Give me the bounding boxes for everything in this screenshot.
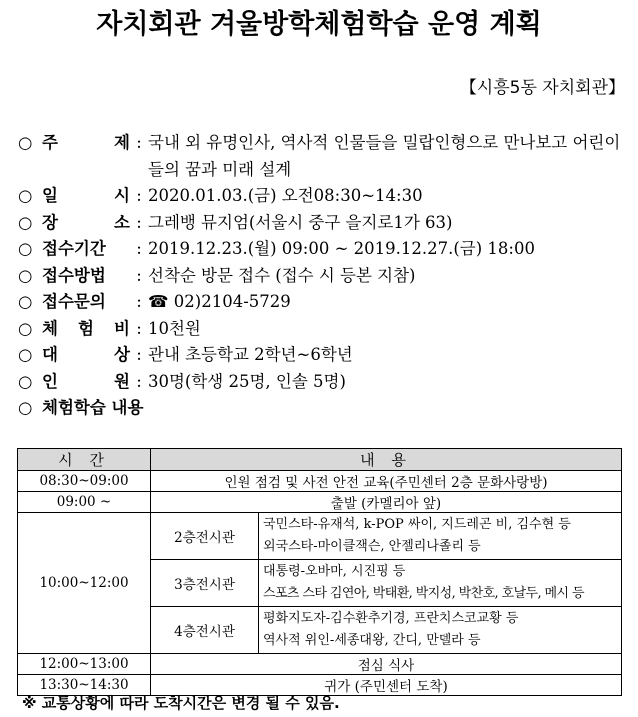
row-time: 12:00~13:00 [18,654,151,675]
table-row [18,471,622,492]
table-row [18,513,622,560]
circle-bullet-icon: ○ [18,239,33,258]
row-time: 10:00~12:00 [18,513,151,654]
item-inquiry: ○ 접수문의 : ☎ 02)2104-5729 [18,289,633,316]
item-label: 대 상 [42,345,130,364]
circle-bullet-icon: ○ [18,398,33,417]
table-row [18,654,622,675]
item-label: 인 원 [42,371,130,391]
row-content: 귀가 (주민센터 도착) [151,675,622,696]
organizer-label: 【시흥5동 자치회관】 [459,78,625,98]
circle-bullet-icon: ○ [18,318,33,338]
plan-details [18,130,633,422]
hall-exhibits: 평화지도자-김수환추기경, 프란치스코교황 등 역사적 위인-세종대왕, 간디, 만델라 등 [259,607,622,654]
item-label: 접수기간 [42,239,106,258]
row-content: 출발 (카멜리아 앞) [151,492,622,513]
section-title: 체험학습 내용 [42,398,144,417]
table-row [18,492,622,513]
item-label: 체 험 비 [42,318,130,338]
header-time: 시 간 [18,449,151,471]
item-label: 일 시 [42,186,130,205]
item-registration-method: ○ 접수방법 : 선착순 방문 접수 (접수 시 등본 지참) [18,263,633,290]
circle-bullet-icon: ○ [18,371,33,391]
circle-bullet-icon: ○ [18,186,33,205]
footnote: ※ 교통상황에 따라 도착시간은 변경 될 수 있음. [22,694,340,712]
item-label: 접수방법 [42,265,106,285]
schedule-table [17,448,622,696]
section-heading [18,395,633,422]
item-value: 선착순 방문 접수 (접수 시 등본 지참) [148,265,416,285]
hall-exhibits: 국민스타-유재석, k-POP 싸이, 지드레곤 비, 김수현 등 외국스타-마이클잭슨, 안젤리나졸리 등 [259,513,622,560]
circle-bullet-icon: ○ [18,212,33,232]
row-time: 09:00 ~ [18,492,151,513]
header-content: 내 용 [151,449,622,471]
circle-bullet-icon: ○ [18,133,33,152]
item-target: ○ 대 상 : 관내 초등학교 2학년~6학년 [18,342,633,369]
item-label: 접수문의 [42,292,106,311]
item-value: 국내 외 유명인사, 역사적 인물들을 밀랍인형으로 만나보고 어린이들의 꿈과 미래 설계 [148,133,621,179]
page-title: 자치회관 겨울방학체험학습 운영 계획 [96,9,542,40]
hall-exhibits: 대통령-오바마, 시진핑 등 스포츠 스타 김연아, 박태환, 박지성, 박찬호, 호날두, 메시 등 [259,560,622,607]
item-date: ○ 일 시 : 2020.01.03.(금) 오전08:30~14:30 [18,183,633,210]
hall-name: 2층전시관 [151,513,259,560]
item-label: 장 소 [42,212,130,232]
circle-bullet-icon: ○ [18,345,33,364]
item-headcount: ○ 인 원 : 30명(학생 25명, 인솔 5명) [18,369,633,396]
row-content: 인원 점검 및 사전 안전 교육(주민센터 2층 문화사랑방) [151,471,622,492]
item-value: 관내 초등학교 2학년~6학년 [148,345,353,364]
item-place: ○ 장 소 : 그레뱅 뮤지엄(서울시 중구 을지로1가 63) [18,210,633,237]
item-theme: ○ 주 제 : 국내 외 유명인사, 역사적 인물들을 밀랍인형으로 만나보고 어린이들의 꿈과 미래 설계 [18,130,633,183]
item-value: ☎ 02)2104-5729 [148,292,291,311]
item-label: 주 제 [42,133,130,152]
circle-bullet-icon: ○ [18,292,33,311]
hall-name: 3층전시관 [151,560,259,607]
item-value: 30명(학생 25명, 인솔 5명) [148,371,346,391]
item-value: 2020.01.03.(금) 오전08:30~14:30 [148,186,423,205]
item-value: 그레뱅 뮤지엄(서울시 중구 을지로1가 63) [148,212,453,232]
circle-bullet-icon: ○ [18,265,33,285]
row-time: 13:30~14:30 [18,675,151,696]
item-value: 10천원 [148,318,201,338]
item-registration-period: ○ 접수기간 : 2019.12.23.(월) 09:00 ~ 2019.12.27.(금) 18:00 [18,236,633,263]
item-fee: ○ 체 험 비 : 10천원 [18,316,633,343]
item-value: 2019.12.23.(월) 09:00 ~ 2019.12.27.(금) 18:00 [148,239,535,258]
row-time: 08:30~09:00 [18,471,151,492]
row-content: 점심 식사 [151,654,622,675]
hall-name: 4층전시관 [151,607,259,654]
